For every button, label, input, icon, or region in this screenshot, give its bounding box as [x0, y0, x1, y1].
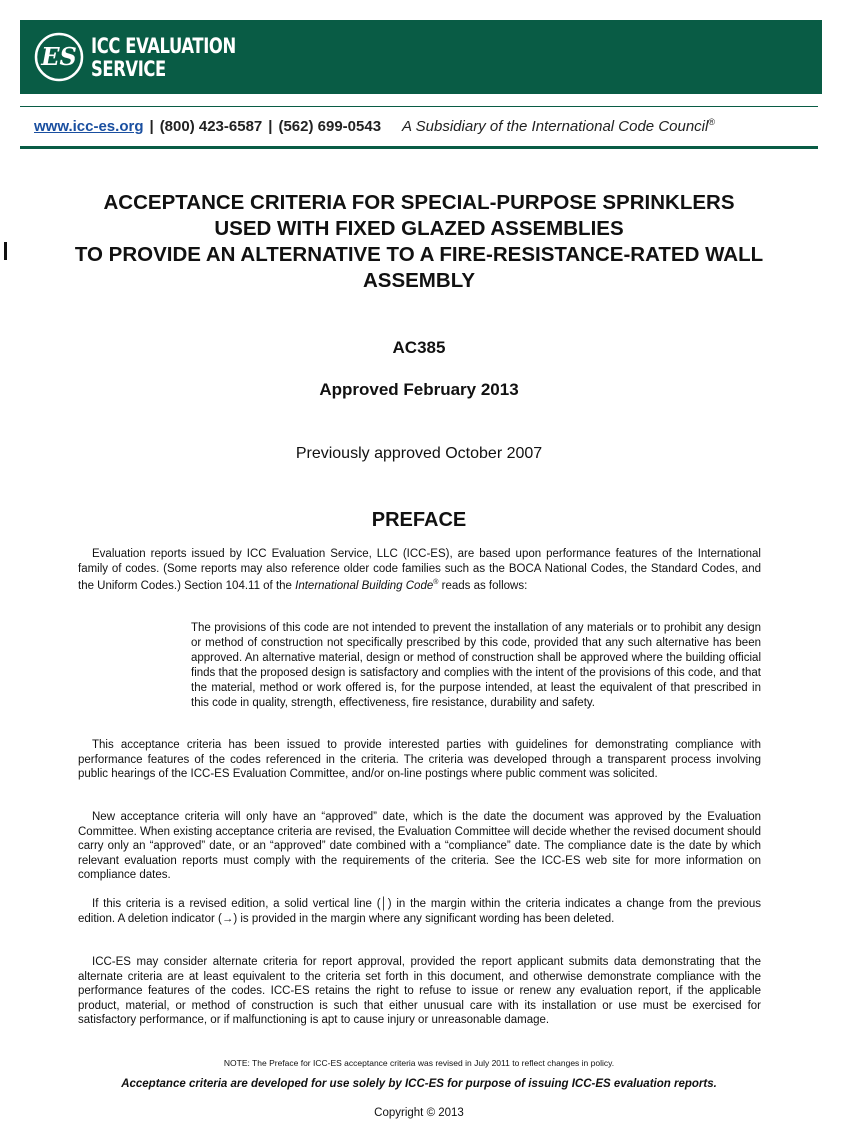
phone-secondary: (562) 699-0543	[278, 118, 382, 135]
title-line: ACCEPTANCE CRITERIA FOR SPECIAL-PURPOSE SPRINKLERS	[103, 191, 735, 214]
code-quote: The provisions of this code are not intended to prevent the installation of any materials or to prohibit any design or method of construction not specifically prescribed by this code, provided that any such alternative has been approved. An alternative material, design or method of construction shall be approved where the building official finds that the proposed design is satisfactory and complies with the intent of the provisions of this code, and that the material, method or work offered is, for the purpose intended, at least the equivalent of that prescribed in this code in quality, strength, effectiveness, fire resistance, durability and safety.	[191, 622, 761, 709]
preface-paragraph: New acceptance criteria will only have an “approved” date, which is the date the document was approved by the Evaluation Committee. When existing acceptance criteria are revised, the Evaluation Committee will decide whether the revised document should carry only an “approved” date, or an “approved” date combined with a “compliance” date. The compliance date is the date by which relevant evaluation reports must comply with the requirements of the criteria. See the ICC-ES web site for more information on compliance dates.	[78, 811, 761, 882]
icc-es-logo	[34, 32, 84, 82]
preface-paragraph: ICC-ES may consider alternate criteria for report approval, provided the report applicant submits data demonstrating that the alternate criteria are at least equivalent to the criteria set forth in this document, and otherwise demonstrate compliance with the performance features of the codes. ICC-ES retains the right to refuse to issue or renew any evaluation report, if the applicable product, material, or method of construction is such that either unusual care with its installation or use must be exercised for satisfactory performance, or if malfunctioning is apt to cause injury or unreasonable damage.	[78, 956, 761, 1027]
registered-mark: ®	[433, 579, 439, 587]
registered-mark: ®	[708, 117, 715, 127]
contact-line	[34, 117, 715, 135]
subsidiary-text: A Subsidiary of the International Code Council	[402, 118, 709, 135]
org-name-line2: SERVICE	[91, 57, 166, 81]
title-line: USED WITH FIXED GLAZED ASSEMBLIES	[214, 217, 624, 240]
copyright: Copyright © 2013	[374, 1107, 464, 1119]
previous-approval-date: Previously approved October 2007	[295, 445, 543, 462]
preface-paragraph	[78, 547, 761, 594]
header-banner	[20, 20, 822, 94]
header-rule-bottom	[20, 146, 818, 149]
preface-paragraph: This acceptance criteria has been issued to provide interested parties with guidelines for demonstrating compliance with performance features of the codes referenced in the criteria. The criteria was developed through a transparent process involving public hearings of the ICC-ES Evaluation Committee, and/or on-line postings where public comment was solicited.	[78, 739, 761, 781]
preface-paragraph: If this criteria is a revised edition, a solid vertical line (│) in the margin within the criteria indicates a change from the previous edition. A deletion indicator (→) is provided in the margin where any significant wording has been deleted.	[78, 898, 761, 925]
phone-primary: (800) 423-6587	[159, 118, 263, 135]
policy-note: NOTE: The Preface for ICC-ES acceptance criteria was revised in July 2011 to reflect changes in policy.	[223, 1058, 615, 1068]
separator: |	[268, 118, 273, 135]
separator: |	[149, 118, 154, 135]
preface-heading: PREFACE	[371, 509, 467, 531]
document-title	[20, 190, 818, 294]
logo-text: ES	[41, 42, 77, 71]
revision-change-bar	[4, 242, 7, 260]
header-rule-top	[20, 106, 818, 107]
website-link[interactable]: www.icc-es.org	[34, 118, 144, 135]
preface-p1-tail: reads as follows:	[438, 580, 528, 593]
ac-number: AC385	[392, 338, 446, 357]
preface-p1-text: Evaluation reports issued by ICC Evaluation Service, LLC (ICC-ES), are based upon performance features of the International family of codes. (Some reports may also reference older code families such as the BOCA National Codes, the Standard Codes, and the Uniform Codes.) Section 104.11 of the	[78, 548, 761, 593]
code-name: International Building Code	[295, 580, 434, 593]
usage-statement: Acceptance criteria are developed for use solely by ICC-ES for purpose of issuing ICC-ES evaluation reports.	[121, 1078, 717, 1090]
org-name-line1: ICC EVALUATION	[91, 34, 236, 58]
org-name	[91, 35, 236, 81]
approval-date: Approved February 2013	[319, 380, 519, 399]
title-line: ASSEMBLY	[362, 269, 476, 292]
title-line: TO PROVIDE AN ALTERNATIVE TO A FIRE-RESISTANCE-RATED WALL	[74, 243, 764, 266]
